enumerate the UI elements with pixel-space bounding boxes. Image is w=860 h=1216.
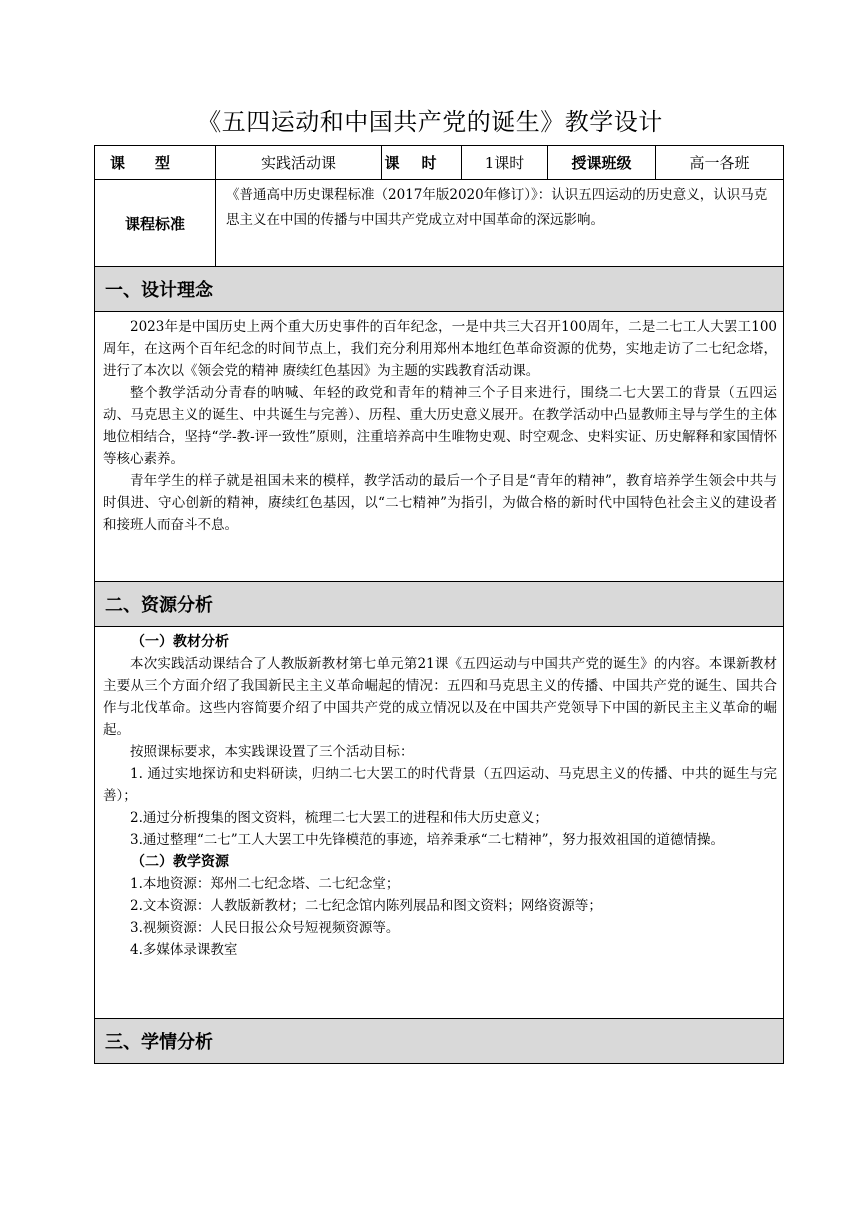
resource-item: 1.本地资源：郑州二七纪念塔、二七纪念堂； — [130, 876, 400, 892]
class-value: 高一各班 — [656, 146, 784, 180]
resource-item: 4.多媒体录课教室 — [130, 942, 238, 958]
type-label: 课型 — [95, 146, 216, 180]
design-paragraph: 青年学生的样子就是祖国未来的模样，教学活动的最后一个子目是“青年的精神”，教育培养学生领会中共与时俱进、守心创新的精神，赓续红色基因，以“二七精神”为指引，为做合格的新时代中国特色社会主义的建设者和接班人而奋斗不息。 — [103, 473, 777, 533]
teaching-resources-heading: （二）教学资源 — [131, 854, 229, 870]
info-row — [95, 146, 784, 180]
activity-goal: 1. 通过实地探访和史料研读，归纳二七大罢工的时代背景（五四运动、马克思主义的传播、中共的诞生与完善）； — [103, 766, 777, 804]
learners-heading-row — [95, 1019, 784, 1064]
textbook-analysis-heading: （一）教材分析 — [131, 634, 229, 650]
activity-goal: 3.通过整理“二七”工人大罢工中先锋模范的事迹，培养秉承“二七精神”，努力报效祖国的道德情操。 — [130, 832, 724, 848]
lesson-design-table — [94, 145, 784, 1064]
class-label: 授课班级 — [548, 146, 656, 180]
textbook-paragraph: 按照课标要求，本实践课设置了三个活动目标： — [130, 744, 414, 760]
design-heading-row — [95, 267, 784, 312]
design-heading: 一、设计理念 — [95, 267, 784, 312]
activity-goal: 2.通过分析搜集的图文资料，梳理二七大罢工的进程和伟大历史意义； — [130, 810, 548, 826]
resource-item: 3.视频资源：人民日报公众号短视频资源等。 — [130, 920, 400, 936]
hours-value: 1课时 — [462, 146, 548, 180]
resources-body-row — [95, 627, 784, 1019]
hours-label: 课时 — [382, 146, 462, 180]
document-title: 《五四运动和中国共产党的诞生》教学设计 — [197, 108, 663, 136]
resources-heading-row — [95, 582, 784, 627]
standard-label: 课程标准 — [95, 180, 216, 267]
design-paragraph: 2023年是中国历史上两个重大历史事件的百年纪念，一是中共三大召开100周年，二是二七工人大罢工100周年，在这两个百年纪念的时间节点上，我们充分利用郑州本地红色革命资源的优势，实地走访了二七纪念塔，进行了本次以《领会党的精神 赓续红色基因》为主题的实践教育活动课。 — [103, 319, 777, 379]
resources-body — [95, 627, 784, 1019]
design-paragraph: 整个教学活动分青春的呐喊、年轻的政党和青年的精神三个子目来进行，围绕二七大罢工的背景（五四运动、马克思主义的诞生、中共诞生与完善）、历程、重大历史意义展开。在教学活动中凸显教师主导与学生的主体地位相结合，坚持“学-教-评一致性”原则，注重培养高中生唯物史观、时空观念、史料实证、历史解释和家国情怀等核心素养。 — [103, 385, 777, 467]
standard-text: 《普通高中历史课程标准（2017年版2020年修订）》：认识五四运动的历史意义，认识马克思主义在中国的传播与中国共产党成立对中国革命的深远影响。 — [216, 180, 784, 267]
learners-heading: 三、学情分析 — [95, 1019, 784, 1064]
type-value: 实践活动课 — [216, 146, 382, 180]
resource-item: 2.文本资源：人教版新教材；二七纪念馆内陈列展品和图文资料；网络资源等； — [130, 898, 602, 914]
standard-row — [95, 180, 784, 267]
textbook-paragraph: 本次实践活动课结合了人教版新教材第七单元第21课《五四运动与中国共产党的诞生》的内容。本课新教材主要从三个方面介绍了我国新民主主义革命崛起的情况：五四和马克思主义的传播、中国共产党的诞生、国共合作与北伐革命。这些内容简要介绍了中国共产党的成立情况以及在中国共产党领导下中国的新民主主义革命的崛起。 — [103, 656, 777, 738]
design-body — [95, 312, 784, 582]
design-body-row — [95, 312, 784, 582]
resources-heading: 二、资源分析 — [95, 582, 784, 627]
